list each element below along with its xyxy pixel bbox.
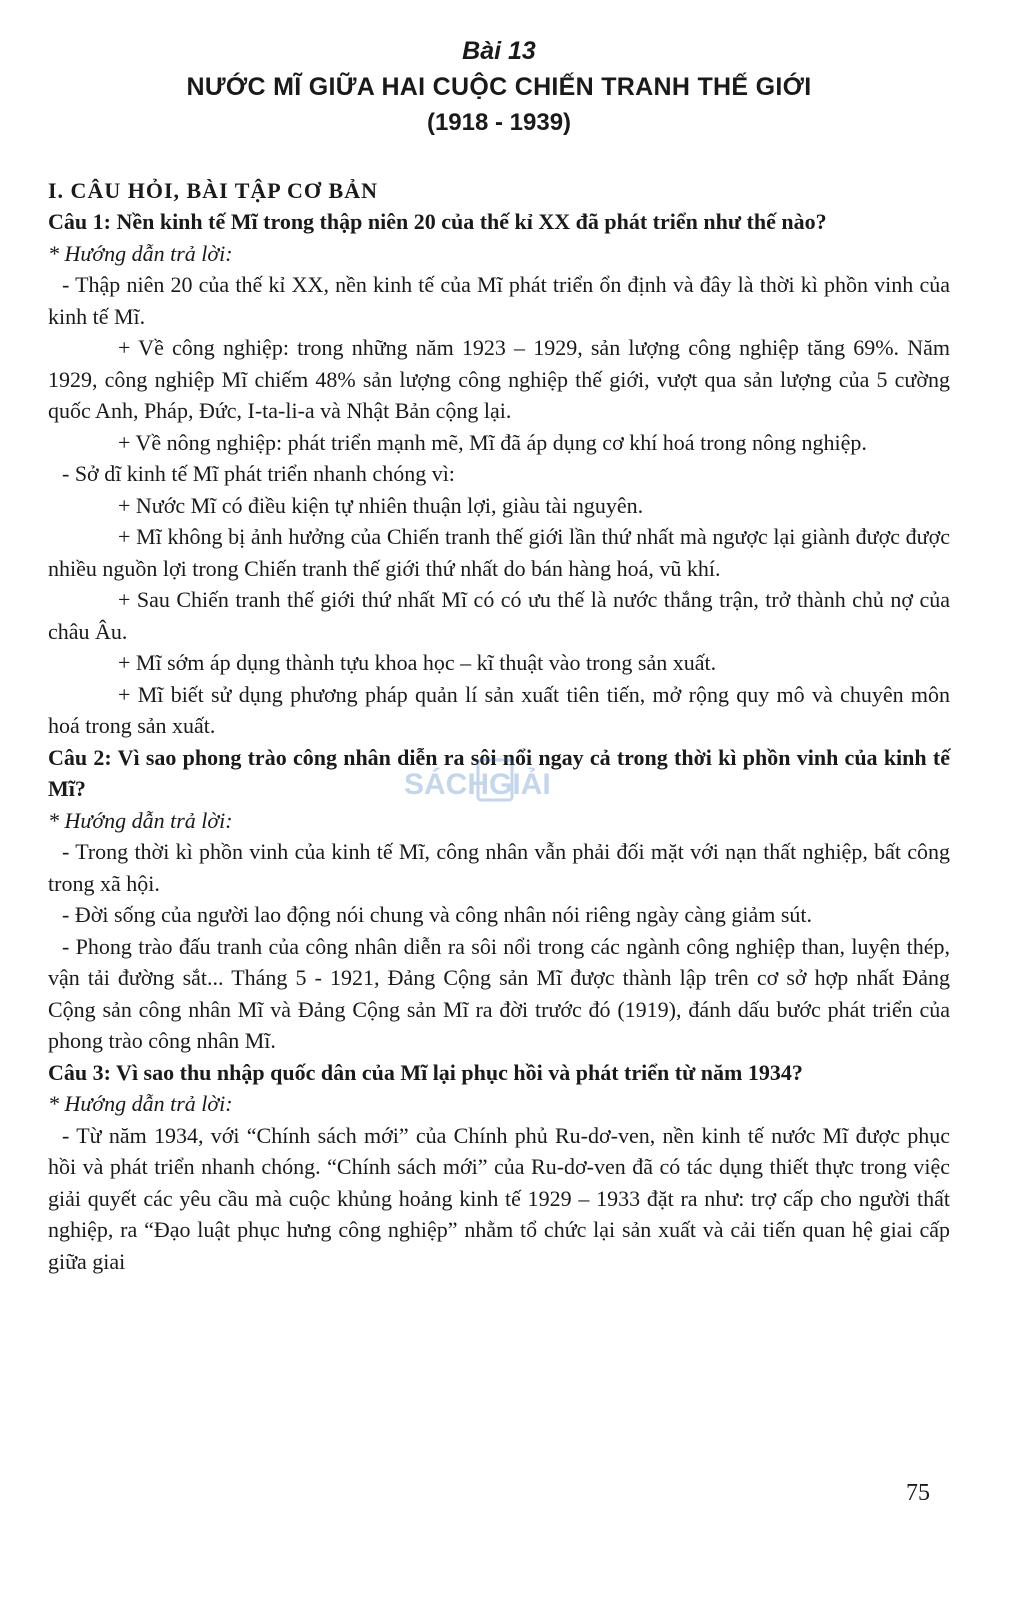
question-block-1 bbox=[48, 206, 950, 742]
answer-guide-label: * Hướng dẫn trả lời: bbox=[48, 1091, 233, 1116]
lesson-years: (1918 - 1939) bbox=[426, 109, 572, 136]
answer-paragraph: + Mĩ không bị ảnh hưởng của Chiến tranh thế giới lần thứ nhất mà ngược lại giành được được nhiều nguồn lợi trong Chiến tranh thế giới thứ nhất do bán hàng hoá, vũ khí. bbox=[48, 524, 950, 581]
answer-paragraph: + Mĩ biết sử dụng phương pháp quản lí sản xuất tiên tiến, mở rộng quy mô và chuyên môn hoá trong sản xuất. bbox=[48, 681, 950, 738]
answer-guide-label: * Hướng dẫn trả lời: bbox=[48, 807, 233, 833]
answer-paragraph: - Trong thời kì phồn vinh của kinh tế Mĩ, công nhân vẫn phải đối mặt với nạn thất nghiệp, bất công trong xã hội. bbox=[48, 839, 950, 896]
answer-paragraph: - Thập niên 20 của thế kỉ XX, nền kinh tế của Mĩ phát triển ổn định và đây là thời kì phồn vinh của kinh tế Mĩ. bbox=[48, 272, 950, 329]
question-heading: Câu 3: Vì sao thu nhập quốc dân của Mĩ lại phục hồi và phát triển từ năm 1934? bbox=[48, 1059, 803, 1085]
answer-paragraph: - Phong trào đấu tranh của công nhân diễn ra sôi nổi trong các ngành công nghiệp than, luyện thép, vận tải đường sắt... Tháng 5 - 1921, Đảng Cộng sản Mĩ được thành lập trên cơ sở hợp nhất Đảng Cộng sản công nhân Mĩ và Đảng Cộng sản Mĩ ra đời trước đó (1919), đánh dấu bước phát triển của phong trào công nhân Mĩ. bbox=[48, 933, 950, 1053]
answer-paragraph: - Đời sống của người lao động nói chung và công nhân nói riêng ngày càng giảm sút. bbox=[62, 902, 813, 927]
answer-paragraph: - Từ năm 1934, với “Chính sách mới” của Chính phủ Ru-dơ-ven, nền kinh tế nước Mĩ được phục hồi và phát triển nhanh chóng. “Chính sách mới” của Ru-dơ-ven đã có tác dụng thiết thực trong việc giải quyết các yêu cầu mà cuộc khủng hoảng kinh tế 1929 – 1933 đặt ra như: trợ cấp cho người thất nghiệp, ra “Đạo luật phục hưng công nghiệp” nhằm tổ chức lại sản xuất và cải tiến quan hệ giai cấp giữa giai bbox=[48, 1122, 950, 1274]
answer-paragraph: + Mĩ sớm áp dụng thành tựu khoa học – kĩ thuật vào trong sản xuất. bbox=[118, 650, 717, 675]
question-block-3 bbox=[48, 1057, 950, 1278]
answer-paragraph: + Sau Chiến tranh thế giới thứ nhất Mĩ có có ưu thế là nước thắng trận, trở thành chủ nợ của châu Âu. bbox=[48, 587, 950, 644]
answer-paragraph: - Sở dĩ kinh tế Mĩ phát triển nhanh chóng vì: bbox=[62, 461, 455, 486]
answer-paragraph: + Nước Mĩ có điều kiện tự nhiên thuận lợi, giàu tài nguyên. bbox=[118, 492, 644, 518]
question-heading: Câu 1: Nền kinh tế Mĩ trong thập niên 20 của thế kỉ XX đã phát triển như thế nào? bbox=[48, 209, 827, 234]
lesson-number: Bài 13 bbox=[462, 37, 536, 65]
section-title: I. CÂU HỎI, BÀI TẬP CƠ BẢN bbox=[48, 178, 378, 203]
question-heading: Câu 2: Vì sao phong trào công nhân diễn ra sôi nổi ngay cả trong thời kì phồn vinh của kinh tế Mĩ? bbox=[48, 744, 950, 801]
question-block-2 bbox=[48, 742, 950, 1057]
answer-guide-label: * Hướng dẫn trả lời: bbox=[48, 240, 233, 266]
page-number: 75 bbox=[906, 1480, 930, 1506]
answer-paragraph: + Về công nghiệp: trong những năm 1923 – 1929, sản lượng công nghiệp tăng 69%. Năm 1929, công nghiệp Mĩ chiếm 48% sản lượng công nghiệp thế giới, vượt qua sản lượng của 5 cường quốc Anh, Pháp, Đức, I-ta-li-a và Nhật Bản cộng lại. bbox=[48, 335, 950, 423]
lesson-title: NƯỚC MĨ GIỮA HAI CUỘC CHIẾN TRANH THẾ GIỚI bbox=[186, 73, 812, 101]
document-page bbox=[48, 30, 950, 1277]
watermark-text: SÁCHGIẢI bbox=[404, 768, 551, 801]
answer-paragraph: + Về nông nghiệp: phát triển mạnh mẽ, Mĩ đã áp dụng cơ khí hoá trong nông nghiệp. bbox=[118, 429, 867, 455]
